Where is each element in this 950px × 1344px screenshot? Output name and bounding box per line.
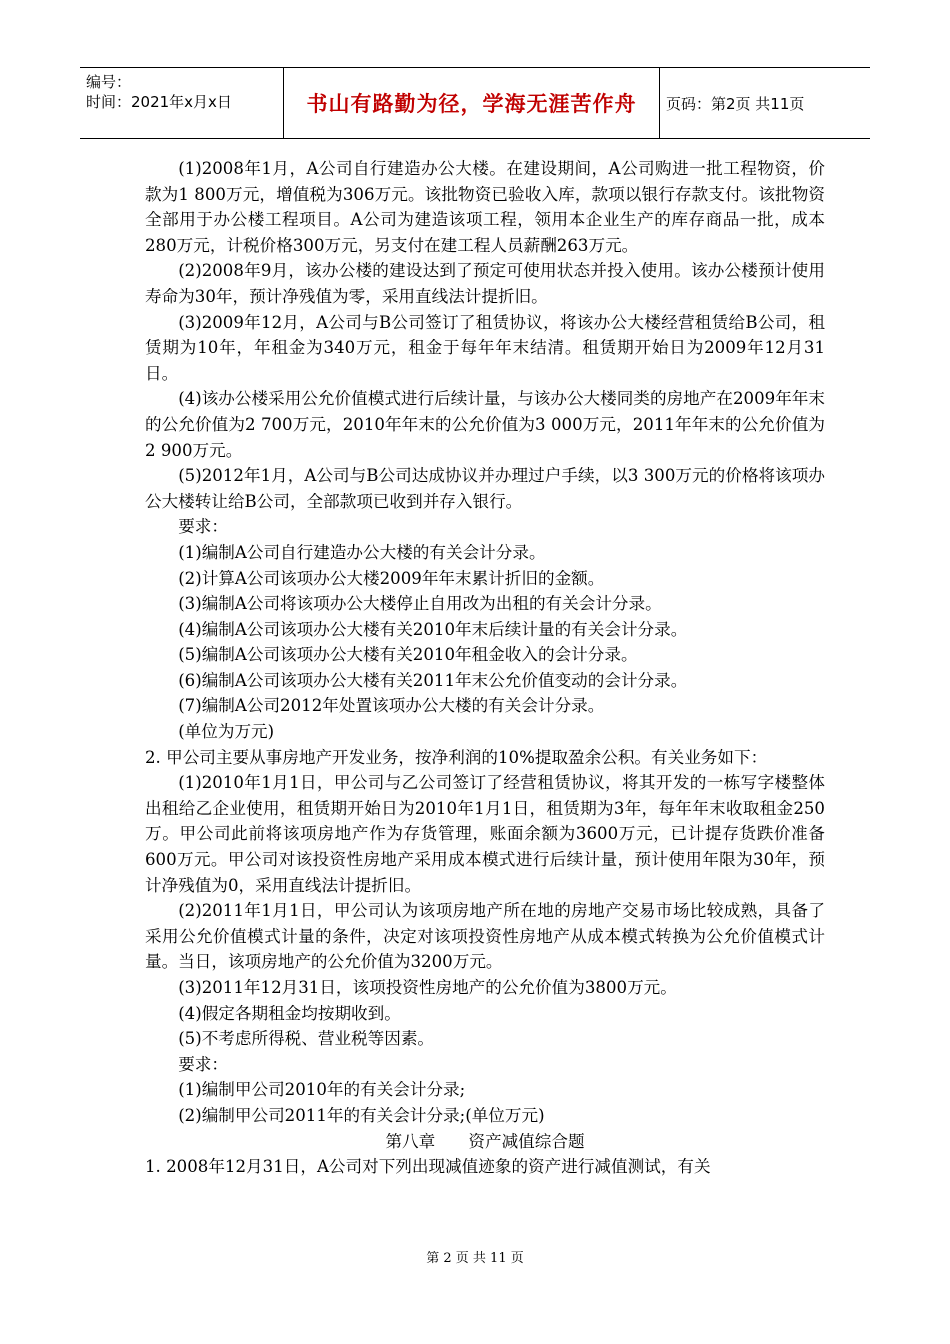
requirement-item: (6)编制A公司该项办公大楼有关2011年末公允价值变动的会计分录。 [178, 670, 688, 690]
requirements-heading: 要求： [178, 1054, 228, 1074]
paragraph: (1)2010年1月1日，甲公司与乙公司签订了经营租赁协议，将其开发的一栋写字楼整体出租给乙企业使用，租赁期开始日为2010年1月1日，租赁期为3年，每年年末收取租金250万。甲公司此前将该项房地产作为存货管理，账面余额为3600万元，已计提存货跌价准备600万元。甲公司对该投资性房地产采用成本模式进行后续计量，预计使用年限为30年，预计净残值为0，采用直线法计提折旧。 [145, 773, 825, 895]
paragraph: 1. 2008年12月31日，A公司对下列出现减值迹象的资产进行减值测试，有关 [145, 1157, 711, 1177]
page-footer: 第 2 页 共 11 页 [426, 1251, 524, 1266]
paragraph: (4)该办公楼采用公允价值模式进行后续计量，与该办公大楼同类的房地产在2009年年末的公允价值为2 700万元，2010年年末的公允价值为3 000万元，2011年年末的公允价值为2 900万元。 [145, 389, 825, 460]
paragraph: (5)2012年1月，A公司与B公司达成协议并办理过户手续，以3 300万元的价格将该项办公大楼转让给B公司，全部款项已收到并存入银行。 [145, 466, 825, 511]
requirement-item: (2)编制甲公司2011年的有关会计分录;(单位万元) [178, 1105, 545, 1125]
header-meta [86, 72, 282, 112]
header-page-number: 页码：第2页 共11页 [666, 94, 805, 113]
paragraph: (3)2011年12月31日，该项投资性房地产的公允价值为3800万元。 [178, 978, 677, 997]
unit-note: (单位为万元) [178, 722, 275, 742]
requirement-item: (7)编制A公司2012年处置该项办公大楼的有关会计分录。 [178, 696, 605, 716]
page-header [80, 67, 870, 139]
paragraph: (3)2009年12月，A公司与B公司签订了租赁协议，将该办公大楼经营租赁给B公司，租赁期为10年，年租金为340万元，租金于每年年末结清。租赁期开始日为2009年12月31日。 [145, 312, 825, 383]
requirement-item: (3)编制A公司将该项办公大楼停止自用改为出租的有关会计分录。 [178, 594, 662, 614]
paragraph: (1)2008年1月，A公司自行建造办公大楼。在建设期间，A公司购进一批工程物资，价款为1 800万元，增值税为306万元。该批物资已验收入库，款项以银行存款支付。该批物资全部用于办公楼工程项目。A公司为建造该项工程，领用本企业生产的库存商品一批，成本280万元，计税价格300万元，另支付在建工程人员薪酬263万元。 [145, 159, 825, 255]
paragraph: (5)不考虑所得税、营业税等因素。 [178, 1029, 435, 1049]
paragraph: (2)2011年1月1日，甲公司认为该项房地产所在地的房地产交易市场比较成熟，具备了采用公允价值模式计量的条件，决定对该项投资性房地产从成本模式转换为公允价值模式计量。当日，该项房地产的公允价值为3200万元。 [145, 901, 825, 972]
requirement-item: (5)编制A公司该项办公大楼有关2010年租金收入的会计分录。 [178, 645, 638, 665]
requirement-item: (2)计算A公司该项办公大楼2009年年末累计折旧的金额。 [178, 568, 605, 588]
requirement-item: (4)编制A公司该项办公大楼有关2010年末后续计量的有关会计分录。 [178, 619, 688, 639]
chapter-heading: 第八章 资产减值综合题 [385, 1131, 585, 1151]
requirement-item: (1)编制A公司自行建造办公大楼的有关会计分录。 [178, 542, 546, 562]
document-time: 时间：2021年x月x日 [86, 93, 232, 111]
requirements-heading: 要求： [178, 517, 228, 537]
requirement-item: (1)编制甲公司2010年的有关会计分录; [178, 1080, 466, 1100]
paragraph: (2)2008年9月，该办公楼的建设达到了预定可使用状态并投入使用。该办公楼预计使用寿命为30年，预计净残值为零，采用直线法计提折旧。 [145, 261, 825, 306]
paragraph: (4)假定各期租金均按期收到。 [178, 1003, 401, 1023]
question-2-intro: 2. 甲公司主要从事房地产开发业务，按净利润的10%提取盈余公积。有关业务如下： [145, 747, 768, 767]
document-number: 编号： [86, 73, 132, 91]
header-motto: 书山有路勤为径，学海无涯苦作舟 [283, 68, 660, 138]
document-body [145, 156, 825, 1180]
